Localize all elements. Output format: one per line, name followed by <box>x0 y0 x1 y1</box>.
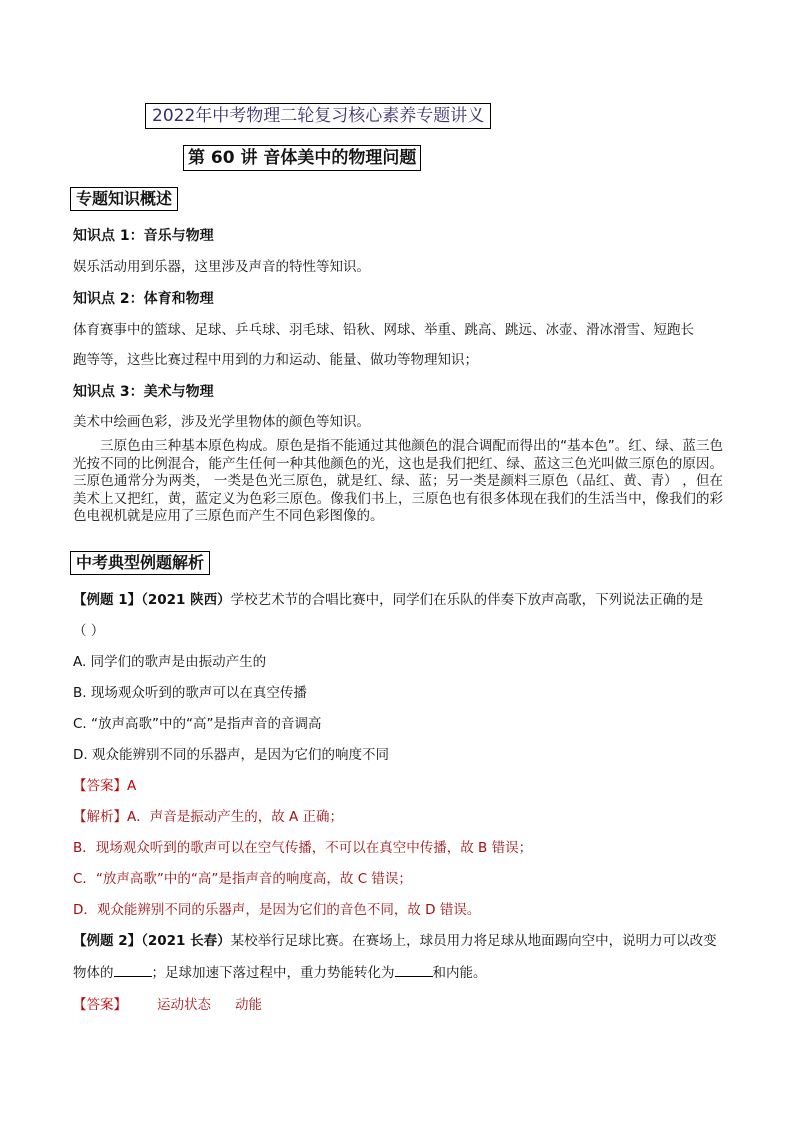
knowledge-point-3-title: 知识点 3：美术与物理 <box>73 384 214 400</box>
example-1-label: 【例题 1】（2021 陕西） <box>73 592 231 608</box>
example-1-stem: 学校艺术节的合唱比赛中，同学们在乐队的伴奏下放声高歌，下列说法正确的是 <box>230 592 704 608</box>
example-1-bracket: （ ） <box>73 623 105 639</box>
example-1-analysis-a: 【解析】A．声音是振动产生的，故 A 正确； <box>73 809 344 825</box>
knowledge-point-2-line-2: 跑等等，这些比赛过程中用到的力和运动、能量、做功等物理知识； <box>73 352 478 368</box>
section-heading-overview: 专题知识概述 <box>70 187 178 211</box>
example-1-analysis-b: B．现场观众听到的歌声可以在空气传播，不可以在真空中传播，故 B 错误； <box>73 840 533 856</box>
lecture-title: 第 60 讲 音体美中的物理问题 <box>183 145 421 171</box>
example-2-label: 【例题 2】（2021 长春） <box>73 933 231 949</box>
example-2-answer-1: 运动状态 <box>157 997 211 1013</box>
example-2-answer <box>73 995 723 1015</box>
example-2-text-a: 物体的 <box>73 965 114 981</box>
example-2-text-b: ；足球加速下落过程中，重力势能转化为 <box>151 965 395 981</box>
answer-blank-2[interactable] <box>395 962 433 977</box>
knowledge-point-3-text: 美术中绘画色彩，涉及光学里物体的颜色等知识。 <box>73 414 370 430</box>
example-1-analysis-c: C．“放声高歌”中的“高”是指声音的响度高，故 C 错误； <box>73 871 412 887</box>
example-1-option-d: D. 观众能辨别不同的乐器声，是因为它们的响度不同 <box>73 747 389 763</box>
primary-colors-text: 三原色由三种基本原色构成。原色是指不能通过其他颜色的混合调配而得出的“基本色”。红、绿、蓝三色光按不同的比例混合，能产生任何一种其他颜色的光，这也是我们把红、绿、蓝这三色光叫做三原色的原因。三原色通常分为两类， 一类是色光三原色，就是红、绿、蓝；另一类是颜料三原色（品红、黄、青） ，但在美术上又把红，黄，蓝定义为色彩三原色。像我们书上，三原色也有很多体现在我们的生活当中，像我们的彩色电视机就是应用了三原色而产生不同色彩图像的。 <box>73 438 723 524</box>
knowledge-point-2-title: 知识点 2：体育和物理 <box>73 291 214 307</box>
lecture-series-title: 2022年中考物理二轮复习核心素养专题讲义 <box>145 103 491 129</box>
knowledge-point-2-line-1: 体育赛事中的篮球、足球、乒乓球、羽毛球、铅秋、网球、举重、跳高、跳远、冰壶、滑冰滑雪、短跑长 <box>73 322 694 338</box>
example-1-answer: 【答案】A <box>73 778 137 794</box>
example-2-question-line-2 <box>73 962 723 983</box>
example-2-text-c: 和内能。 <box>432 965 487 981</box>
example-2-answer-label: 【答案】 <box>73 997 127 1013</box>
answer-blank-1[interactable] <box>114 962 152 977</box>
example-2-answer-2: 动能 <box>235 997 262 1013</box>
example-1-question <box>73 590 723 610</box>
example-1-option-a: A. 同学们的歌声是由振动产生的 <box>73 654 267 670</box>
knowledge-point-1-title: 知识点 1：音乐与物理 <box>73 228 214 244</box>
primary-colors-paragraph <box>73 438 723 526</box>
section-heading-examples: 中考典型例题解析 <box>70 551 210 575</box>
example-2-question <box>73 931 723 951</box>
example-1-analysis-d: D．观众能辨别不同的乐器声，是因为它们的音色不同，故 D 错误。 <box>73 902 481 918</box>
example-2-stem: 某校举行足球比赛。在赛场上，球员用力将足球从地面踢向空中，说明力可以改变 <box>230 933 717 949</box>
example-1-option-c: C. “放声高歌”中的“高”是指声音的音调高 <box>73 716 322 732</box>
knowledge-point-1-text: 娱乐活动用到乐器，这里涉及声音的特性等知识。 <box>73 259 370 275</box>
example-1-option-b: B. 现场观众听到的歌声可以在真空传播 <box>73 685 307 701</box>
